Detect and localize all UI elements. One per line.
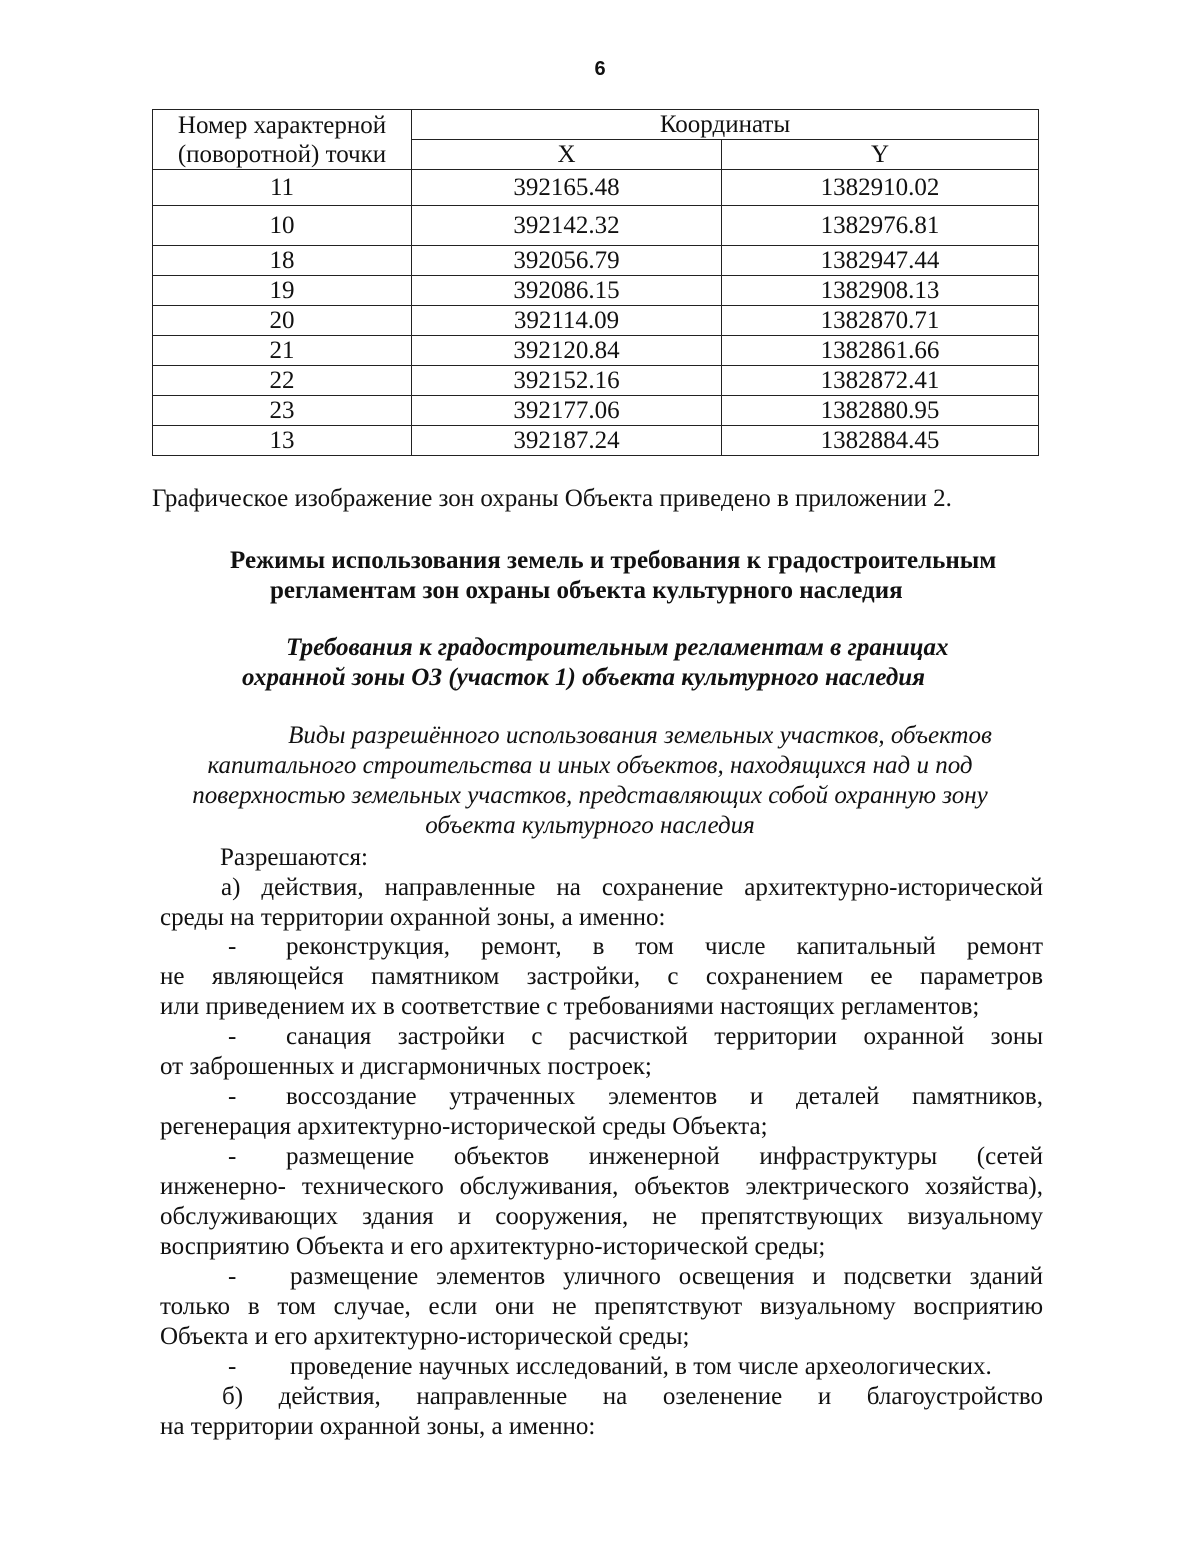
table-row <box>153 170 1039 206</box>
table-row <box>153 366 1039 396</box>
cell-point: 11 <box>153 170 412 206</box>
subsection-heading: Требования к градостроительным регламентам в границах <box>286 634 949 661</box>
bullet-dash: - <box>228 933 237 960</box>
bullet-4-line2: инженерно- технического обслуживания, объектов электрического хозяйства), <box>160 1173 1043 1200</box>
header-coords: Координаты <box>412 110 1039 140</box>
subheading-line4: объекта культурного наследия <box>425 812 755 839</box>
header-point-line1: Номер характерной <box>177 111 387 139</box>
cell-point: 21 <box>153 336 412 366</box>
section-heading: Режимы использования земель и требования к градостроительным <box>230 547 997 574</box>
item-a-line2: среды на территории охранной зоны, а именно: <box>160 904 666 931</box>
cell-y: 1382976.81 <box>722 206 1039 246</box>
cell-point: 18 <box>153 246 412 276</box>
graphic-note: Графическое изображение зон охраны Объекта приведено в приложении 2. <box>152 485 952 512</box>
bullet-1-line2: не являющейся памятником застройки, с сохранением ее параметров <box>160 963 1043 990</box>
bullet-dash: - <box>228 1023 237 1050</box>
cell-point: 19 <box>153 276 412 306</box>
cell-x: 392142.32 <box>412 206 722 246</box>
bullet-4-line4: восприятию Объекта и его архитектурно-исторической среды; <box>160 1233 826 1260</box>
bullet-dash: - <box>228 1143 237 1170</box>
item-a-line1: а) действия, направленные на сохранение архитектурно-исторической <box>221 874 1043 901</box>
bullet-4-line1: размещение объектов инженерной инфраструктуры (сетей <box>286 1143 1043 1170</box>
subsection-heading-line2: охранной зоны ОЗ (участок 1) объекта культурного наследия <box>242 664 926 691</box>
cell-y: 1382880.95 <box>722 396 1039 426</box>
bullet-6-line1: проведение научных исследований, в том числе археологических. <box>290 1353 992 1380</box>
header-point-line2: (поворотной) точки <box>177 140 387 168</box>
cell-point: 13 <box>153 426 412 456</box>
table-row <box>153 396 1039 426</box>
table-row <box>153 206 1039 246</box>
cell-point: 20 <box>153 306 412 336</box>
cell-y: 1382910.02 <box>722 170 1039 206</box>
item-b-line1: б) действия, направленные на озеленение и благоустройство <box>222 1383 1043 1410</box>
subheading-line3: поверхностью земельных участков, представляющих собой охранную зону <box>192 782 988 809</box>
header-point <box>153 110 412 170</box>
cell-y: 1382872.41 <box>722 366 1039 396</box>
bullet-5-line1: размещение элементов уличного освещения и подсветки зданий <box>290 1263 1043 1290</box>
cell-point: 10 <box>153 206 412 246</box>
bullet-dash: - <box>228 1353 237 1380</box>
cell-x: 392086.15 <box>412 276 722 306</box>
cell-y: 1382947.44 <box>722 246 1039 276</box>
subheading-line2: капитального строительства и иных объектов, находящихся над и под <box>207 752 973 779</box>
cell-x: 392120.84 <box>412 336 722 366</box>
bullet-2-line1: санация застройки с расчисткой территории охранной зоны <box>286 1023 1043 1050</box>
section-heading-line2: регламентам зон охраны объекта культурного наследия <box>270 577 903 604</box>
table-row <box>153 336 1039 366</box>
cell-point: 22 <box>153 366 412 396</box>
bullet-1-line1: реконструкция, ремонт, в том числе капитальный ремонт <box>286 933 1043 960</box>
page-number: 6 <box>594 58 606 80</box>
header-y: Y <box>722 140 1039 170</box>
cell-y: 1382884.45 <box>722 426 1039 456</box>
allowed-label: Разрешаются: <box>220 844 368 871</box>
cell-x: 392187.24 <box>412 426 722 456</box>
cell-x: 392165.48 <box>412 170 722 206</box>
bullet-5-line3: Объекта и его архитектурно-исторической среды; <box>160 1323 690 1350</box>
cell-point: 23 <box>153 396 412 426</box>
bullet-3-line2: регенерация архитектурно-исторической среды Объекта; <box>160 1113 768 1140</box>
cell-x: 392114.09 <box>412 306 722 336</box>
item-b-line2: на территории охранной зоны, а именно: <box>160 1413 596 1440</box>
bullet-dash: - <box>228 1083 237 1110</box>
bullet-2-line2: от заброшенных и дисгармоничных построек; <box>160 1053 652 1080</box>
bullet-4-line3: обслуживающих здания и сооружения, не препятствующих визуальному <box>160 1203 1043 1230</box>
cell-y: 1382908.13 <box>722 276 1039 306</box>
bullet-dash: - <box>228 1263 237 1290</box>
bullet-3-line1: воссоздание утраченных элементов и деталей памятников, <box>286 1083 1043 1110</box>
cell-x: 392177.06 <box>412 396 722 426</box>
cell-x: 392152.16 <box>412 366 722 396</box>
subheading-line1: Виды разрешённого использования земельных участков, объектов <box>288 722 992 749</box>
coordinates-table <box>152 109 1039 456</box>
cell-y: 1382861.66 <box>722 336 1039 366</box>
table-row <box>153 306 1039 336</box>
bullet-1-line3: или приведением их в соответствие с требованиями настоящих регламентов; <box>160 993 980 1020</box>
cell-x: 392056.79 <box>412 246 722 276</box>
header-x: X <box>412 140 722 170</box>
table-row <box>153 426 1039 456</box>
cell-y: 1382870.71 <box>722 306 1039 336</box>
bullet-5-line2: только в том случае, если они не препятствуют визуальному восприятию <box>160 1293 1043 1320</box>
table-row <box>153 276 1039 306</box>
table-row <box>153 246 1039 276</box>
